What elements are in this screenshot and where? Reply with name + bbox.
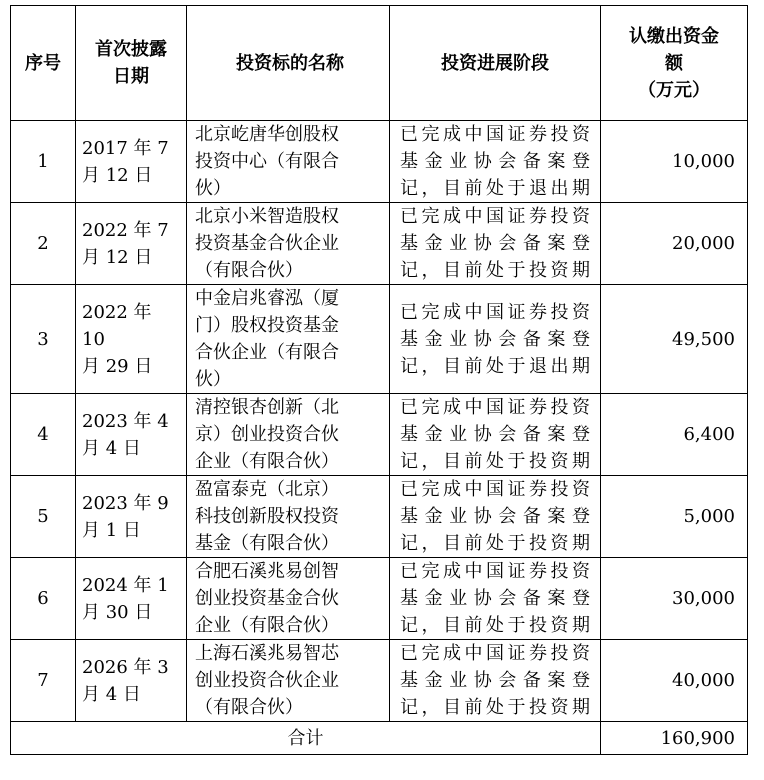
cell-name (187, 121, 390, 203)
cell-name (187, 640, 390, 722)
cell-stage (390, 640, 601, 722)
cell-name-line: 上海石溪兆易智芯 (195, 643, 339, 664)
cell-name-line: （有限合伙） (195, 260, 303, 281)
cell-stage-line: 记，目前处于投资期 (400, 697, 590, 718)
cell-stage-line: 已完成中国证券投资 (400, 479, 590, 500)
cell-date (76, 640, 187, 722)
cell-stage-line: 基金业协会备案登 (400, 151, 590, 172)
cell-date-line: 月 1 日 (82, 519, 141, 541)
cell-name (187, 203, 390, 285)
cell-stage (390, 394, 601, 476)
cell-date-line: 2017 年 7 (82, 137, 169, 159)
cell-stage (390, 121, 601, 203)
table-row (11, 285, 748, 394)
cell-name-line: 门）股权投资基金 (195, 315, 339, 336)
header-date (76, 6, 187, 121)
cell-name-line: 合肥石溪兆易创智 (195, 561, 339, 582)
cell-stage (390, 476, 601, 558)
cell-name-line: 北京小米智造股权 (195, 206, 339, 227)
cell-stage-line: 已完成中国证券投资 (400, 124, 590, 145)
cell-name (187, 394, 390, 476)
cell-date (76, 558, 187, 640)
cell-stage-line: 已完成中国证券投资 (400, 397, 590, 418)
cell-stage-line: 已完成中国证券投资 (400, 643, 590, 664)
cell-amount: 30,000 (601, 558, 748, 640)
cell-name-line: 科技创新股权投资 (195, 506, 339, 527)
cell-date-line: 2022 年 10 (82, 301, 152, 350)
cell-name-line: 企业（有限合伙） (195, 451, 339, 472)
cell-name-line: 创业投资基金合伙 (195, 588, 339, 609)
header-amount-line3: （万元） (638, 79, 710, 101)
table-row (11, 558, 748, 640)
cell-stage-line: 已完成中国证券投资 (400, 301, 590, 323)
cell-stage (390, 285, 601, 394)
cell-no: 5 (11, 476, 76, 558)
table-row (11, 640, 748, 722)
cell-name-line: 京）创业投资合伙 (195, 424, 339, 445)
cell-stage (390, 203, 601, 285)
cell-stage-line: 记，目前处于退出期 (400, 178, 590, 199)
cell-stage-line: 基金业协会备案登 (400, 588, 590, 609)
header-no: 序号 (11, 6, 76, 121)
cell-stage-line: 基金业协会备案登 (400, 670, 590, 691)
cell-stage-line: 记，目前处于退出期 (400, 355, 590, 377)
cell-stage-line: 基金业协会备案登 (400, 328, 590, 350)
cell-name (187, 285, 390, 394)
cell-name-line: 伙） (195, 369, 231, 390)
cell-date-line: 2024 年 1 (82, 574, 169, 596)
cell-date-line: 2022 年 7 (82, 219, 169, 241)
cell-date (76, 285, 187, 394)
cell-stage-line: 已完成中国证券投资 (400, 206, 590, 227)
cell-name-line: 清控银杏创新（北 (195, 397, 339, 418)
cell-amount: 20,000 (601, 203, 748, 285)
cell-amount: 40,000 (601, 640, 748, 722)
cell-name-line: 企业（有限合伙） (195, 615, 339, 636)
cell-date-line: 月 12 日 (82, 246, 153, 268)
cell-name-line: 投资中心（有限合 (195, 151, 339, 172)
cell-stage-line: 基金业协会备案登 (400, 424, 590, 445)
cell-no: 4 (11, 394, 76, 476)
cell-date-line: 月 12 日 (82, 164, 153, 186)
cell-name (187, 558, 390, 640)
cell-name-line: 合伙企业（有限合 (195, 342, 339, 363)
cell-date-line: 月 4 日 (82, 683, 141, 705)
cell-stage-line: 已完成中国证券投资 (400, 561, 590, 582)
table-header-row (11, 6, 748, 121)
cell-stage-line: 基金业协会备案登 (400, 233, 590, 254)
header-amount (601, 6, 748, 121)
cell-date (76, 121, 187, 203)
table-body (11, 121, 748, 722)
cell-date-line: 2023 年 4 (82, 410, 169, 432)
cell-no: 6 (11, 558, 76, 640)
header-name: 投资标的名称 (187, 6, 390, 121)
cell-stage-line: 基金业协会备案登 (400, 506, 590, 527)
table-row (11, 121, 748, 203)
header-date-line2: 日期 (113, 66, 149, 87)
cell-date-line: 2026 年 3 (82, 656, 169, 678)
cell-amount: 49,500 (601, 285, 748, 394)
cell-name-line: 投资基金合伙企业 (195, 233, 339, 254)
cell-amount: 6,400 (601, 394, 748, 476)
cell-name-line: （有限合伙） (195, 697, 303, 718)
total-amount: 160,900 (601, 722, 748, 755)
cell-name-line: 创业投资合伙企业 (195, 670, 339, 691)
cell-no: 2 (11, 203, 76, 285)
cell-stage-line: 记，目前处于投资期 (400, 260, 590, 281)
cell-stage-line: 记，目前处于投资期 (400, 533, 590, 554)
header-date-line1: 首次披露 (95, 39, 167, 60)
cell-stage (390, 558, 601, 640)
cell-date-line: 月 4 日 (82, 437, 141, 459)
investment-table (10, 5, 748, 755)
cell-name-line: 伙） (195, 178, 231, 199)
cell-name-line: 基金（有限合伙） (195, 533, 339, 554)
cell-name-line: 北京屹唐华创股权 (195, 124, 339, 145)
total-label: 合计 (11, 722, 601, 755)
header-amount-line1: 认缴出资金 (629, 25, 719, 47)
cell-no: 3 (11, 285, 76, 394)
header-stage: 投资进展阶段 (390, 6, 601, 121)
cell-no: 7 (11, 640, 76, 722)
cell-date (76, 203, 187, 285)
cell-name-line: 中金启兆睿泓（厦 (195, 288, 339, 309)
cell-date-line: 月 30 日 (82, 601, 153, 623)
cell-date-line: 2023 年 9 (82, 492, 169, 514)
cell-date-line: 月 29 日 (82, 355, 153, 377)
cell-name-line: 盈富泰克（北京） (195, 479, 339, 500)
cell-date (76, 394, 187, 476)
table-row (11, 203, 748, 285)
table-row (11, 476, 748, 558)
table-row (11, 394, 748, 476)
cell-amount: 10,000 (601, 121, 748, 203)
cell-stage-line: 记，目前处于投资期 (400, 615, 590, 636)
header-amount-line2: 额 (665, 52, 683, 74)
cell-no: 1 (11, 121, 76, 203)
cell-date (76, 476, 187, 558)
cell-name (187, 476, 390, 558)
cell-stage-line: 记，目前处于投资期 (400, 451, 590, 472)
cell-amount: 5,000 (601, 476, 748, 558)
total-row (11, 722, 748, 755)
